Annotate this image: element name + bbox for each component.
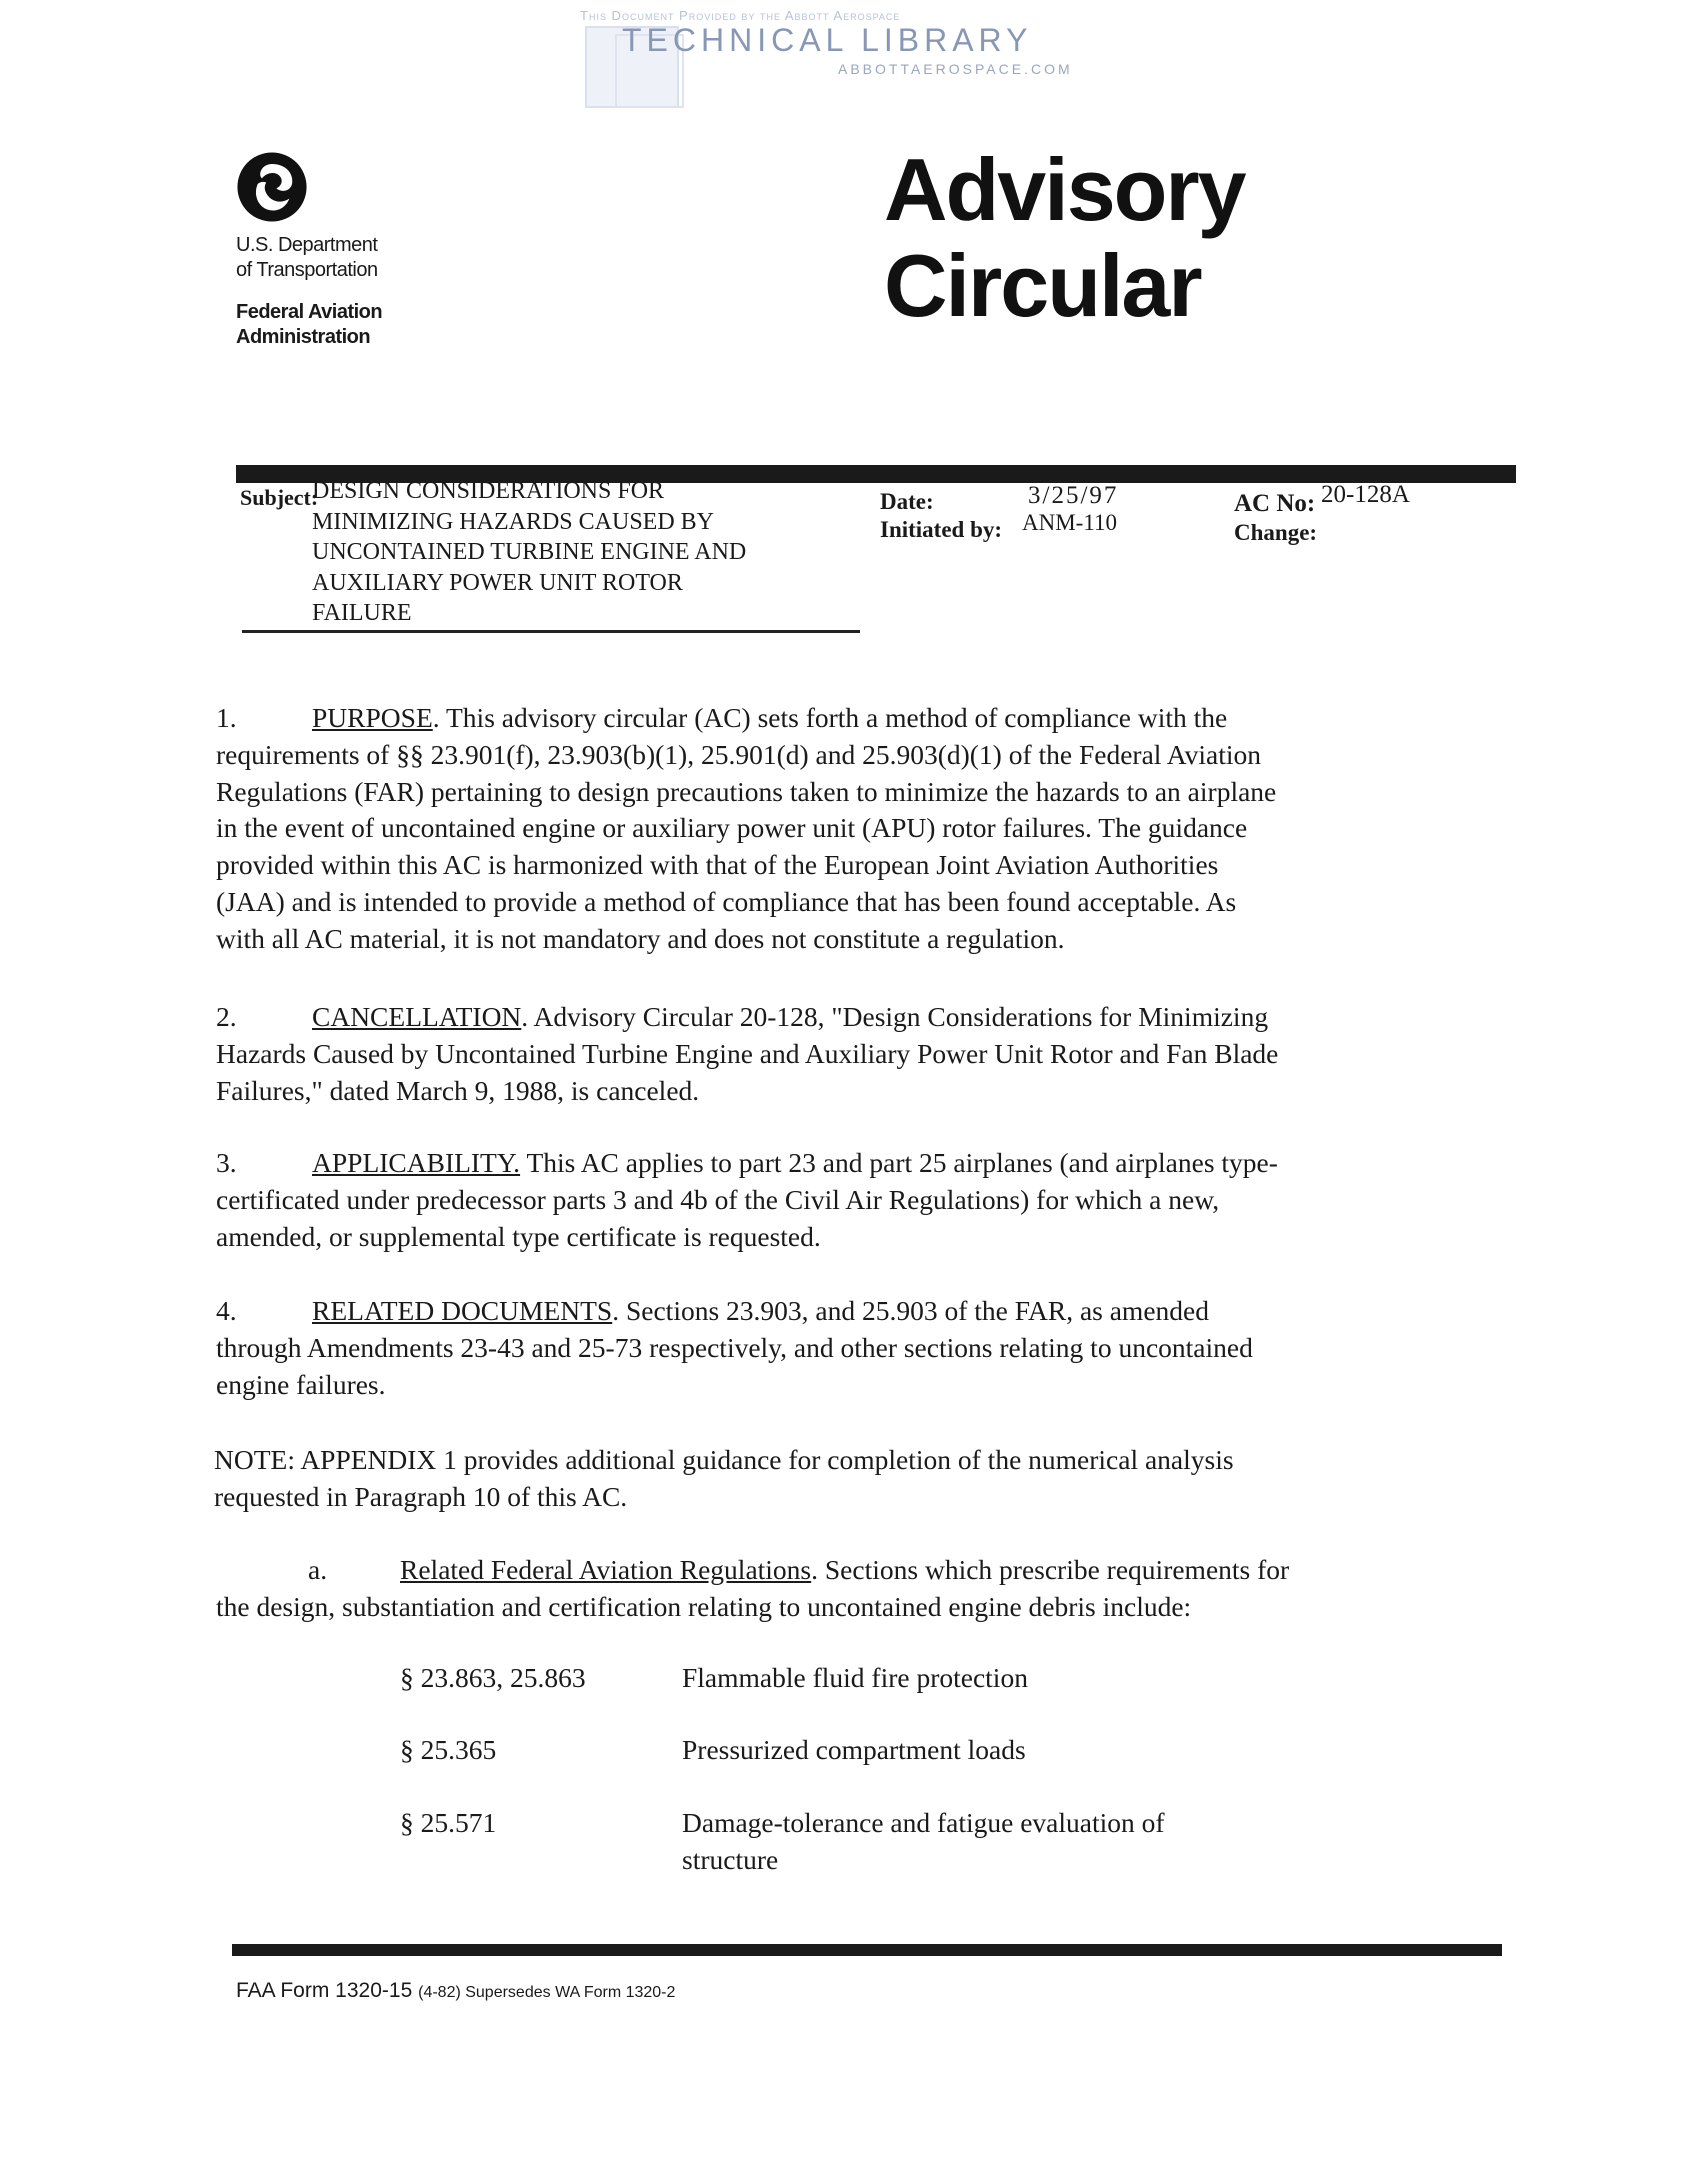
section-line: This AC applies to part 23 and part 25 airplanes (and airplanes type- — [520, 1147, 1278, 1178]
footer-form-number: FAA Form 1320-15 — [236, 1979, 413, 2002]
regulation-desc: Flammable fluid fire protection — [682, 1662, 1028, 1693]
date-label: Date: — [880, 489, 934, 514]
subsection-heading: Related Federal Aviation Regulations — [400, 1554, 812, 1585]
section-line: requirements of §§ 23.901(f), 23.903(b)(1), 25.901(d) and 25.903(d)(1) of the Federal Aviation — [216, 738, 1261, 770]
title-line-2: Circular — [884, 236, 1201, 335]
page-title — [884, 142, 1245, 334]
section-line: engine failures. — [216, 1368, 386, 1400]
table-row — [400, 1660, 1300, 1700]
section-heading: APPLICABILITY. — [312, 1147, 521, 1178]
subject-rule — [242, 630, 860, 633]
section-line: through Amendments 23-43 and 25-73 respectively, and other sections relating to uncontained — [216, 1331, 1253, 1363]
section-line: . This advisory circular (AC) sets forth a method of compliance with the — [432, 702, 1228, 733]
watermark-website: ABBOTTAEROSPACE.COM — [838, 61, 1073, 77]
regulations-table — [400, 1660, 1300, 1890]
section-number: 4. — [216, 1295, 237, 1326]
agency-line-1: U.S. Department — [236, 234, 378, 256]
table-row — [400, 1805, 1300, 1885]
footer-form-detail: (4-82) Supersedes WA Form 1320-2 — [418, 1984, 676, 2001]
section-line: Regulations (FAR) pertaining to design precautions taken to minimize the hazards to an airplane — [216, 775, 1277, 807]
section-number: 1. — [216, 702, 237, 733]
section-line: (JAA) and is intended to provide a method of compliance that has been found acceptable. As — [216, 885, 1237, 917]
initiated-by-label: Initiated by: — [880, 517, 1003, 542]
watermark — [560, 4, 1120, 114]
section-purpose — [216, 700, 1461, 958]
section-line: Failures," dated March 9, 1988, is canceled. — [216, 1074, 700, 1106]
subject-text — [312, 476, 746, 629]
subsection-related-regulations — [216, 1552, 1461, 1626]
subsection-line: the design, substantiation and certification relating to uncontained engine debris include: — [216, 1590, 1192, 1622]
section-heading: CANCELLATION — [312, 1001, 522, 1032]
note — [214, 1442, 1459, 1516]
section-line: provided within this AC is harmonized with that of the European Joint Aviation Authorities — [216, 849, 1219, 881]
subject-line: DESIGN CONSIDERATIONS FOR — [312, 478, 665, 504]
subsection-letter: a. — [308, 1554, 328, 1585]
regulation-desc: Damage-tolerance and fatigue evaluation of structure — [682, 1807, 1165, 1875]
section-line: Hazards Caused by Uncontained Turbine Engine and Auxiliary Power Unit Rotor and Fan Blade — [216, 1037, 1279, 1069]
section-applicability — [216, 1145, 1461, 1255]
regulation-desc: Pressurized compartment loads — [682, 1734, 1026, 1765]
dot-logo-icon — [236, 151, 308, 223]
footer-form — [236, 1979, 675, 2003]
initiated-by-value: ANM-110 — [1022, 510, 1117, 535]
subject-line: FAILURE — [312, 600, 412, 626]
section-line: amended, or supplemental type certificate is requested. — [216, 1220, 821, 1252]
section-line: . Sections 23.903, and 25.903 of the FAR, as amended — [612, 1295, 1209, 1326]
title-line-1: Advisory — [884, 140, 1245, 239]
regulation-ref: § 23.863, 25.863 — [400, 1662, 586, 1693]
subject-line: AUXILIARY POWER UNIT ROTOR — [312, 569, 683, 596]
section-heading: RELATED DOCUMENTS — [312, 1295, 613, 1326]
agency-faa — [236, 300, 382, 350]
ac-number-label: AC No: — [1234, 490, 1316, 517]
note-line: requested in Paragraph 10 of this AC. — [214, 1480, 628, 1512]
agency-line-2: of Transportation — [236, 259, 378, 281]
change-label: Change: — [1234, 520, 1318, 545]
regulation-ref: § 25.571 — [400, 1807, 497, 1838]
watermark-provided-by: This Document Provided by the Abbott Aerospace — [580, 8, 901, 23]
ac-number-value: 20-128A — [1321, 481, 1410, 508]
subject-line: UNCONTAINED TURBINE ENGINE AND — [312, 539, 747, 565]
date-value: 3/25/97 — [1028, 482, 1119, 509]
subject-line: MINIMIZING HAZARDS CAUSED BY — [312, 508, 714, 535]
section-number: 3. — [216, 1147, 237, 1178]
section-heading: PURPOSE — [312, 702, 433, 733]
section-number: 2. — [216, 1001, 237, 1032]
agency-line-3: Federal Aviation — [236, 301, 383, 323]
section-line: certificated under predecessor parts 3 and 4b of the Civil Air Regulations) for which a new, — [216, 1183, 1220, 1215]
subsection-line: . Sections which prescribe requirements for — [811, 1554, 1290, 1585]
note-line: NOTE: APPENDIX 1 provides additional guidance for completion of the numerical analysis — [214, 1444, 1234, 1475]
subject-label: Subject: — [240, 485, 319, 510]
section-related-documents — [216, 1293, 1461, 1403]
section-line: with all AC material, it is not mandatory and does not constitute a regulation. — [216, 922, 1065, 954]
section-line: in the event of uncontained engine or auxiliary power unit (APU) rotor failures. The guidance — [216, 812, 1248, 844]
watermark-technical-library: TECHNICAL LIBRARY — [622, 22, 1033, 58]
table-row — [400, 1732, 1300, 1772]
regulation-ref: § 25.365 — [400, 1734, 497, 1765]
section-line: . Advisory Circular 20-128, "Design Considerations for Minimizing — [521, 1001, 1269, 1032]
agency-line-4: Administration — [236, 326, 371, 348]
agency-department — [236, 233, 378, 283]
footer-rule — [232, 1944, 1502, 1956]
section-cancellation — [216, 999, 1461, 1109]
